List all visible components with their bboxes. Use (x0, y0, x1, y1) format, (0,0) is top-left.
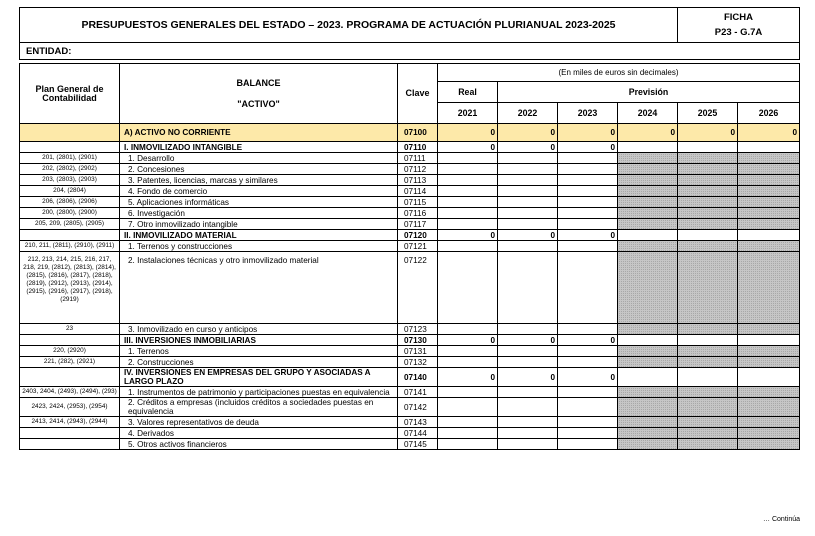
value-cell[interactable] (678, 428, 738, 439)
value-cell: 0 (438, 230, 498, 241)
value-cell[interactable] (678, 439, 738, 450)
value-cell: 0 (558, 368, 618, 387)
value-cell: 0 (438, 142, 498, 153)
balance-concept: 2. Construcciones (120, 357, 398, 368)
value-cell[interactable] (678, 398, 738, 417)
clave-code: 07123 (398, 324, 438, 335)
clave-code: 07122 (398, 252, 438, 324)
table-row (20, 197, 800, 208)
continua-note: … Continúa (763, 516, 800, 523)
value-cell[interactable] (618, 164, 678, 175)
value-cell[interactable] (558, 357, 618, 368)
value-cell[interactable] (618, 398, 678, 417)
value-cell[interactable] (618, 186, 678, 197)
value-cell[interactable] (738, 439, 800, 450)
value-cell[interactable] (678, 335, 738, 346)
value-cell[interactable] (558, 324, 618, 335)
balance-concept: I. INMOVILIZADO INTANGIBLE (120, 142, 398, 153)
value-cell[interactable] (438, 186, 498, 197)
value-cell[interactable] (498, 428, 558, 439)
balance-concept: IV. INVERSIONES EN EMPRESAS DEL GRUPO Y ASOCIADAS A LARGO PLAZO (120, 368, 398, 387)
clave-code: 07114 (398, 186, 438, 197)
value-cell[interactable] (618, 252, 678, 324)
value-cell[interactable] (618, 417, 678, 428)
pgc-account-codes: 221, (282), (2921) (20, 357, 120, 368)
table-row (20, 346, 800, 357)
value-cell[interactable] (558, 175, 618, 186)
value-cell: 0 (618, 124, 678, 142)
value-cell[interactable] (498, 252, 558, 324)
pgc-account-codes (20, 124, 120, 142)
activo-label: "ACTIVO" (237, 98, 280, 109)
balance-concept: 3. Patentes, licencias, marcas y similares (120, 175, 398, 186)
clave-code: 07143 (398, 417, 438, 428)
value-cell[interactable] (558, 208, 618, 219)
year-header: 2021 (438, 103, 498, 124)
balance-concept: 3. Valores representativos de deuda (120, 417, 398, 428)
value-cell[interactable] (558, 153, 618, 164)
value-cell: 0 (498, 335, 558, 346)
value-cell[interactable] (498, 439, 558, 450)
value-cell[interactable] (678, 164, 738, 175)
balance-concept: 2. Créditos a empresas (incluidos créditos a sociedades puestas en equivalencia (120, 398, 398, 417)
table-row (20, 357, 800, 368)
value-cell[interactable] (498, 175, 558, 186)
value-cell[interactable] (498, 164, 558, 175)
value-cell[interactable] (678, 186, 738, 197)
value-cell: 0 (438, 124, 498, 142)
clave-code: 07132 (398, 357, 438, 368)
value-cell[interactable] (498, 387, 558, 398)
value-cell[interactable] (618, 335, 678, 346)
value-cell[interactable] (438, 387, 498, 398)
pgc-account-codes: 204, (2804) (20, 186, 120, 197)
value-cell[interactable] (498, 197, 558, 208)
pgc-account-codes: 220, (2920) (20, 346, 120, 357)
value-cell[interactable] (618, 197, 678, 208)
table-row (20, 208, 800, 219)
balance-concept: 5. Otros activos financieros (120, 439, 398, 450)
pgc-account-codes: 202, (2802), (2902) (20, 164, 120, 175)
pgc-account-codes: 201, (2801), (2901) (20, 153, 120, 164)
value-cell[interactable] (738, 252, 800, 324)
value-cell[interactable] (738, 335, 800, 346)
value-cell[interactable] (438, 398, 498, 417)
value-cell[interactable] (558, 439, 618, 450)
value-cell: 0 (558, 142, 618, 153)
pgc-account-codes (20, 142, 120, 153)
balance-concept: 1. Instrumentos de patrimonio y participaciones puestas en equivalencia (120, 387, 398, 398)
value-cell[interactable] (618, 241, 678, 252)
table-row (20, 252, 800, 324)
value-cell[interactable] (558, 197, 618, 208)
clave-code: 07112 (398, 164, 438, 175)
value-cell: 0 (498, 368, 558, 387)
pgc-account-codes (20, 335, 120, 346)
balance-concept: 1. Terrenos (120, 346, 398, 357)
table-row (20, 142, 800, 153)
value-cell[interactable] (678, 324, 738, 335)
value-cell[interactable] (618, 142, 678, 153)
value-cell[interactable] (438, 208, 498, 219)
value-cell[interactable] (438, 252, 498, 324)
value-cell[interactable] (678, 197, 738, 208)
clave-code: 07130 (398, 335, 438, 346)
value-cell[interactable] (438, 197, 498, 208)
value-cell[interactable] (738, 398, 800, 417)
pgc-account-codes: 205, 209, (2805), (2905) (20, 219, 120, 230)
value-cell[interactable] (498, 219, 558, 230)
ficha-code: P23 - G.7A (714, 27, 763, 38)
year-header: 2024 (618, 103, 678, 124)
value-cell[interactable] (678, 219, 738, 230)
clave-code: 07115 (398, 197, 438, 208)
value-cell: 0 (498, 142, 558, 153)
balance-concept: A) ACTIVO NO CORRIENTE (120, 124, 398, 142)
balance-concept: 6. Investigación (120, 208, 398, 219)
value-cell[interactable] (738, 324, 800, 335)
value-cell[interactable] (558, 186, 618, 197)
value-cell[interactable] (498, 417, 558, 428)
value-cell[interactable] (498, 346, 558, 357)
balance-concept: 2. Concesiones (120, 164, 398, 175)
value-cell: 0 (438, 335, 498, 346)
value-cell[interactable] (618, 428, 678, 439)
value-cell[interactable] (738, 142, 800, 153)
table-row (20, 153, 800, 164)
value-cell[interactable] (438, 417, 498, 428)
balance-concept: 5. Aplicaciones informáticas (120, 197, 398, 208)
clave-code: 07142 (398, 398, 438, 417)
value-cell[interactable] (678, 368, 738, 387)
table-row (20, 230, 800, 241)
value-cell: 0 (678, 124, 738, 142)
value-cell[interactable] (738, 175, 800, 186)
value-cell[interactable] (558, 398, 618, 417)
clave-code: 07100 (398, 124, 438, 142)
value-cell[interactable] (618, 219, 678, 230)
value-cell[interactable] (678, 357, 738, 368)
balance-concept: 7. Otro inmovilizado intangible (120, 219, 398, 230)
pgc-account-codes: 2403, 2404, (2493), (2494), (293) (20, 387, 120, 398)
value-cell: 0 (498, 230, 558, 241)
value-cell[interactable] (558, 346, 618, 357)
value-cell[interactable] (738, 241, 800, 252)
value-cell[interactable] (678, 153, 738, 164)
balance-rows (20, 124, 800, 450)
value-cell[interactable] (498, 186, 558, 197)
clave-code: 07116 (398, 208, 438, 219)
value-cell[interactable] (678, 142, 738, 153)
pgc-account-codes: 200, (2800), (2900) (20, 208, 120, 219)
value-cell[interactable] (738, 357, 800, 368)
year-header: 2026 (738, 103, 800, 124)
value-cell[interactable] (618, 439, 678, 450)
pgc-account-codes: 203, (2803), (2903) (20, 175, 120, 186)
table-row (20, 164, 800, 175)
clave-code: 07113 (398, 175, 438, 186)
table-row (20, 175, 800, 186)
ficha-cell (678, 8, 800, 43)
pgc-account-codes: 210, 211, (2811), (2910), (2911) (20, 241, 120, 252)
value-cell[interactable] (618, 346, 678, 357)
document-title: PRESUPUESTOS GENERALES DEL ESTADO – 2023. PROGRAMA DE ACTUACIÓN PLURIANUAL 2023-2025 (20, 8, 678, 43)
value-cell[interactable] (738, 230, 800, 241)
value-cell[interactable] (438, 324, 498, 335)
balance-concept: 1. Desarrollo (120, 153, 398, 164)
clave-code: 07140 (398, 368, 438, 387)
year-header: 2022 (498, 103, 558, 124)
value-cell[interactable] (558, 428, 618, 439)
value-cell: 0 (438, 368, 498, 387)
clave-code: 07141 (398, 387, 438, 398)
value-cell[interactable] (558, 387, 618, 398)
value-cell[interactable] (738, 219, 800, 230)
pgc-account-codes (20, 368, 120, 387)
table-row (20, 186, 800, 197)
value-cell[interactable] (618, 357, 678, 368)
value-cell[interactable] (438, 357, 498, 368)
value-cell[interactable] (438, 175, 498, 186)
value-cell[interactable] (738, 153, 800, 164)
value-cell[interactable] (558, 164, 618, 175)
value-cell: 0 (558, 335, 618, 346)
value-cell[interactable] (618, 387, 678, 398)
value-cell[interactable] (678, 208, 738, 219)
pgc-account-codes (20, 439, 120, 450)
table-row (20, 241, 800, 252)
clave-column-header: Clave (398, 64, 438, 124)
table-row (20, 324, 800, 335)
table-row (20, 417, 800, 428)
value-cell[interactable] (558, 252, 618, 324)
header-table (19, 7, 800, 60)
value-cell[interactable] (498, 324, 558, 335)
pgc-account-codes: 23 (20, 324, 120, 335)
table-row (20, 428, 800, 439)
balance-concept: III. INVERSIONES INMOBILIARIAS (120, 335, 398, 346)
entidad-field[interactable]: ENTIDAD: (20, 43, 800, 60)
value-cell[interactable] (558, 241, 618, 252)
value-cell[interactable] (678, 175, 738, 186)
table-row (20, 219, 800, 230)
balance-column-header (120, 64, 398, 124)
value-cell[interactable] (618, 153, 678, 164)
value-cell[interactable] (438, 219, 498, 230)
value-cell[interactable] (498, 241, 558, 252)
value-cell[interactable] (618, 175, 678, 186)
value-cell[interactable] (618, 208, 678, 219)
table-row (20, 439, 800, 450)
value-cell[interactable] (438, 241, 498, 252)
value-cell: 0 (558, 124, 618, 142)
clave-code: 07120 (398, 230, 438, 241)
table-row (20, 124, 800, 142)
value-cell[interactable] (498, 208, 558, 219)
value-cell[interactable] (738, 387, 800, 398)
value-cell[interactable] (618, 324, 678, 335)
value-cell[interactable] (738, 208, 800, 219)
value-cell[interactable] (738, 368, 800, 387)
value-cell[interactable] (738, 164, 800, 175)
value-cell[interactable] (498, 398, 558, 417)
clave-code: 07131 (398, 346, 438, 357)
value-cell[interactable] (498, 357, 558, 368)
value-cell[interactable] (438, 164, 498, 175)
value-cell[interactable] (438, 153, 498, 164)
value-cell[interactable] (738, 197, 800, 208)
table-row (20, 387, 800, 398)
table-row (20, 335, 800, 346)
clave-code: 07144 (398, 428, 438, 439)
pgc-account-codes (20, 428, 120, 439)
value-cell[interactable] (678, 252, 738, 324)
balance-concept: 4. Derivados (120, 428, 398, 439)
year-header: 2025 (678, 103, 738, 124)
value-cell[interactable] (618, 230, 678, 241)
value-cell[interactable] (678, 241, 738, 252)
value-cell[interactable] (678, 387, 738, 398)
balance-concept: 4. Fondo de comercio (120, 186, 398, 197)
pgc-account-codes: 2413, 2414, (2943), (2944) (20, 417, 120, 428)
table-row (20, 368, 800, 387)
clave-code: 07121 (398, 241, 438, 252)
value-cell: 0 (498, 124, 558, 142)
ficha-label: FICHA (723, 12, 754, 23)
clave-code: 07110 (398, 142, 438, 153)
prevision-header: Previsión (498, 82, 800, 103)
pgc-account-codes: 206, (2806), (2906) (20, 197, 120, 208)
value-cell[interactable] (678, 346, 738, 357)
clave-code: 07145 (398, 439, 438, 450)
value-cell[interactable] (438, 346, 498, 357)
clave-code: 07111 (398, 153, 438, 164)
value-cell[interactable] (738, 417, 800, 428)
value-cell[interactable] (498, 153, 558, 164)
value-cell: 0 (738, 124, 800, 142)
pgc-column-header: Plan General de Contabilidad (20, 64, 120, 124)
units-note: (En miles de euros sin decimales) (438, 64, 800, 82)
value-cell[interactable] (738, 346, 800, 357)
value-cell[interactable] (438, 439, 498, 450)
value-cell[interactable] (738, 186, 800, 197)
value-cell[interactable] (678, 230, 738, 241)
value-cell[interactable] (438, 428, 498, 439)
value-cell[interactable] (558, 219, 618, 230)
balance-table (19, 63, 800, 450)
balance-concept: 3. Inmovilizado en curso y anticipos (120, 324, 398, 335)
real-header: Real (438, 82, 498, 103)
pgc-account-codes: 212, 213, 214, 215, 216, 217, 218, 219, (2812), (2813), (2814), (2815), (2816), (2817), (2818), (2819), (2912), (2913), (2914), (2915), (2916), (2917), (2918), (2919) (20, 252, 120, 324)
year-header: 2023 (558, 103, 618, 124)
pgc-account-codes: 2423, 2424, (2953), (2954) (20, 398, 120, 417)
table-row (20, 398, 800, 417)
value-cell[interactable] (558, 417, 618, 428)
clave-code: 07117 (398, 219, 438, 230)
value-cell[interactable] (738, 428, 800, 439)
value-cell: 0 (558, 230, 618, 241)
balance-concept: 2. Instalaciones técnicas y otro inmovilizado material (120, 252, 398, 324)
balance-label: BALANCE (236, 77, 281, 88)
value-cell[interactable] (618, 368, 678, 387)
value-cell[interactable] (678, 417, 738, 428)
pgc-account-codes (20, 230, 120, 241)
balance-concept: 1. Terrenos y construcciones (120, 241, 398, 252)
balance-concept: II. INMOVILIZADO MATERIAL (120, 230, 398, 241)
